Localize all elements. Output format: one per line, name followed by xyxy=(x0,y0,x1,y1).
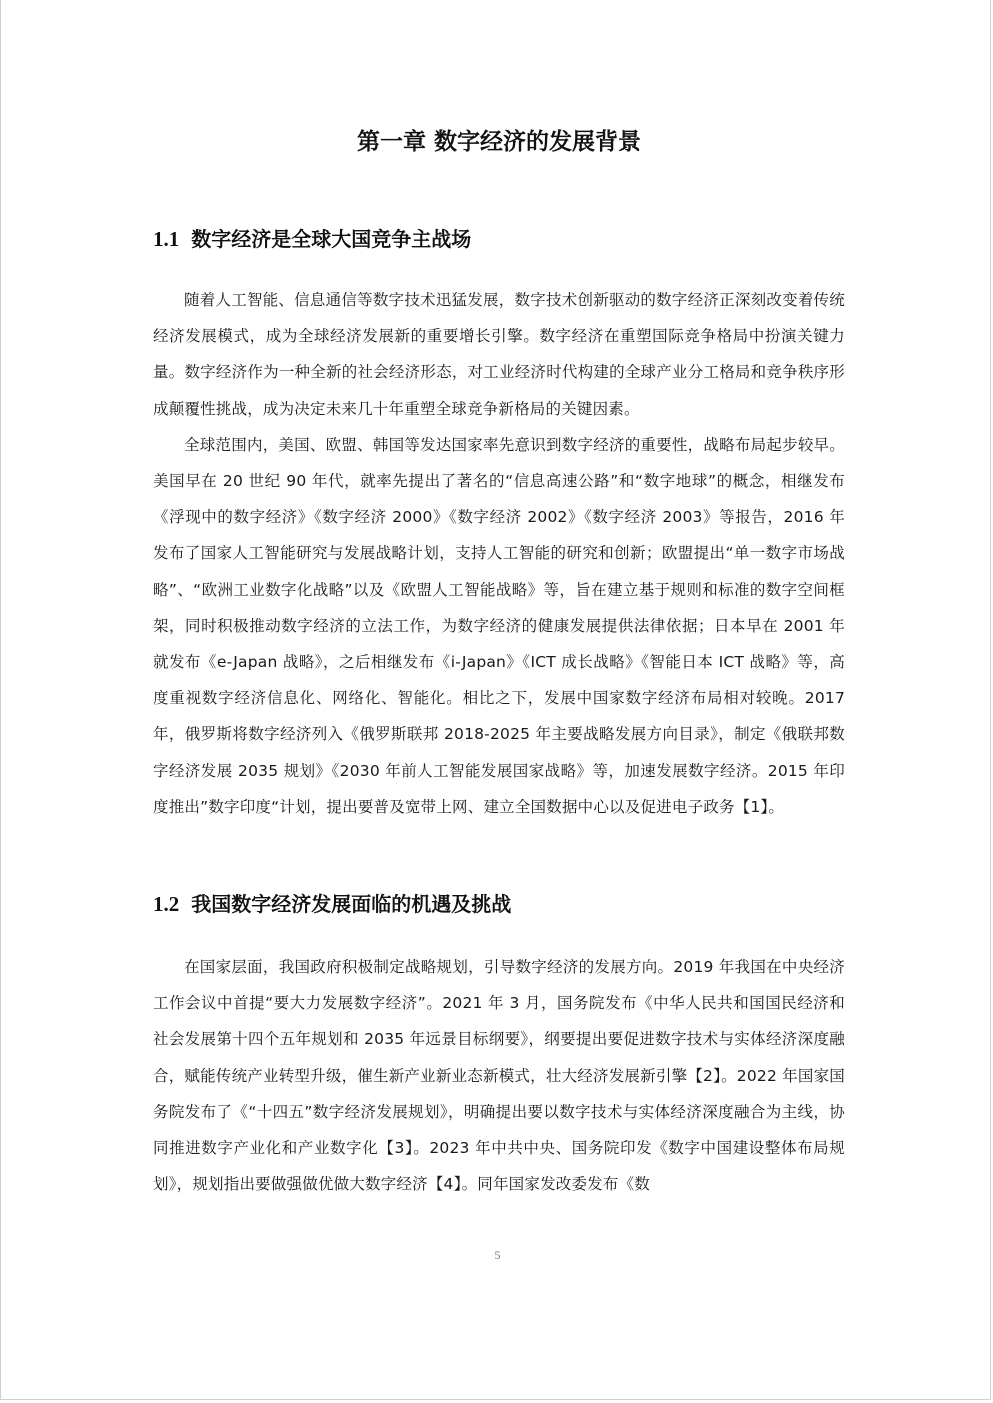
section-1-2-body xyxy=(153,949,845,1202)
section-number: 1.2 xyxy=(153,892,180,916)
paragraph: 全球范围内，美国、欧盟、韩国等发达国家率先意识到数字经济的重要性，战略布局起步较早。美国早在 20 世纪 90 年代，就率先提出了著名的“信息高速公路”和“数字地球”的概念，相继发布《浮现中的数字经济》《数字经济 2000》《数字经济 2002》《数字经济 2003》等报告，2016 年发布了国家人工智能研究与发展战略计划，支持人工智能的研究和创新；欧盟提出“单一数字市场战略”、“欧洲工业数字化战略”以及《欧盟人工智能战略》等，旨在建立基于规则和标准的数字空间框架，同时积极推动数字经济的立法工作，为数字经济的健康发展提供法律依据；日本早在 2001 年就发布《e-Japan 战略》，之后相继发布《i-Japan》《ICT 成长战略》《智能日本 ICT 战略》等，高度重视数字经济信息化、网络化、智能化。相比之下，发展中国家数字经济布局相对较晚。2017 年，俄罗斯将数字经济列入《俄罗斯联邦 2018-2025 年主要战略发展方向目录》，制定《俄联邦数字经济发展 2035 规划》《2030 年前人工智能发展国家战略》等，加速发展数字经济。2015 年印度推出”数字印度“计划，提出要普及宽带上网、建立全国数据中心以及促进电子政务【1】。 xyxy=(153,435,845,816)
section-number: 1.1 xyxy=(153,227,180,251)
section-heading-1-1 xyxy=(153,224,845,254)
paragraph: 随着人工智能、信息通信等数字技术迅猛发展，数字技术创新驱动的数字经济正深刻改变着传统经济发展模式，成为全球经济发展新的重要增长引擎。数字经济在重塑国际竞争格局中扮演关键力量。数字经济作为一种全新的社会经济形态，对工业经济时代构建的全球产业分工格局和竞争秩序形成颠覆性挑战，成为决定未来几十年重塑全球竞争新格局的关键因素。 xyxy=(153,291,845,418)
section-heading-1-2 xyxy=(153,889,845,919)
section-title-text: 我国数字经济发展面临的机遇及挑战 xyxy=(191,892,512,916)
section-1-1-body xyxy=(153,282,845,825)
page-number: 5 xyxy=(494,1248,501,1262)
paragraph: 在国家层面，我国政府积极制定战略规划，引导数字经济的发展方向。2019 年我国在中央经济工作会议中首提“要大力发展数字经济”。2021 年 3 月，国务院发布《中华人民共和国国民经济和社会发展第十四个五年规划和 2035 年远景目标纲要》，纲要提出要促进数字技术与实体经济深度融合，赋能传统产业转型升级，催生新产业新业态新模式，壮大经济发展新引擎【2】。2022 年国家国务院发布了《“十四五”数字经济发展规划》，明确提出要以数字技术与实体经济深度融合为主线，协同推进数字产业化和产业数字化【3】。2023 年中共中央、国务院印发《数字中国建设整体布局规划》，规划指出要做强做优做大数字经济【4】。同年国家发改委发布《数 xyxy=(153,958,845,1194)
chapter-title: 第一章 数字经济的发展背景 xyxy=(356,129,641,155)
section-title-text: 数字经济是全球大国竞争主战场 xyxy=(191,227,472,251)
